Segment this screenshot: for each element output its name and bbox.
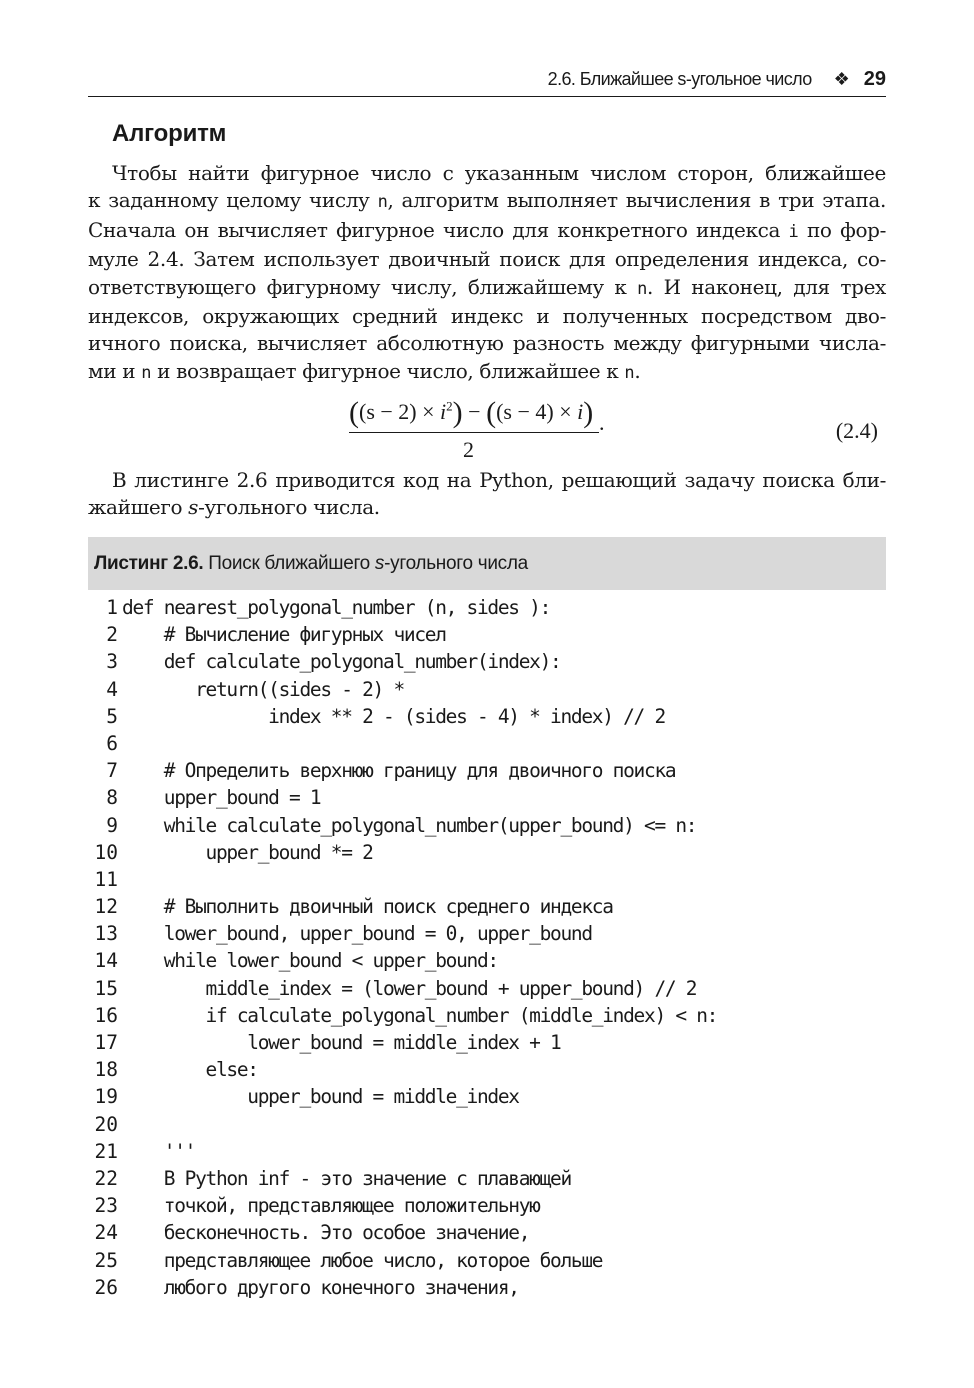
line-number: 3 — [106, 650, 118, 674]
line-number: 20 — [94, 1112, 118, 1136]
paragraph-listing-intro — [88, 467, 886, 522]
code-text: # Выполнить двоичный поиск среднего индекса — [122, 895, 613, 919]
listing-caption: Листинг 2.6. Поиск ближайшего s-угольного числа — [88, 537, 886, 590]
code-line — [88, 1111, 886, 1138]
line-number: 9 — [106, 813, 118, 837]
line-number: 26 — [94, 1275, 118, 1299]
code-text: if calculate_polygonal_number (middle_index) < n: — [122, 1003, 718, 1027]
line-number: 6 — [106, 731, 118, 755]
code-line — [88, 594, 886, 621]
line-number: 7 — [106, 759, 118, 783]
code-line — [88, 621, 886, 648]
code-line — [88, 676, 886, 703]
code-line — [88, 757, 886, 784]
line-number: 1 — [106, 596, 118, 619]
equation-number: (2.4) — [835, 418, 878, 443]
line-number: 15 — [94, 976, 118, 1000]
line-number: 18 — [94, 1058, 118, 1082]
code-text: middle_index = (lower_bound + upper_bound) // 2 — [122, 976, 697, 1000]
line-number: 21 — [94, 1139, 118, 1163]
code-text: index ** 2 - (sides - 4) * index) // 2 — [122, 704, 665, 728]
text-line: Чтобы найти фигурное число с указанным числом сторон, ближайшее — [112, 161, 886, 185]
page-number: 29 — [863, 68, 886, 90]
code-text: lower_bound = middle_index + 1 — [122, 1031, 561, 1054]
code-line — [88, 1219, 886, 1246]
line-number: 25 — [94, 1248, 118, 1272]
code-text: lower_bound, upper_bound = 0, upper_bound — [122, 922, 592, 946]
code-text: upper_bound = middle_index — [122, 1085, 519, 1109]
formula-denominator: 2 — [463, 437, 474, 462]
line-number: 19 — [94, 1085, 118, 1109]
line-number: 16 — [94, 1003, 118, 1027]
code-line — [88, 648, 886, 675]
code-line — [88, 812, 886, 839]
code-text: бесконечность. Это особое значение, — [122, 1221, 530, 1245]
code-line — [88, 866, 886, 893]
formula-period: . — [599, 410, 605, 435]
code-text: def calculate_polygonal_number(index): — [122, 650, 561, 674]
diamond-separator-icon: ❖ — [833, 69, 850, 89]
section-heading: Алгоритм — [112, 120, 227, 147]
line-number: 13 — [94, 922, 118, 946]
line-number: 5 — [106, 704, 118, 728]
code-text: upper_bound = 1 — [122, 786, 321, 810]
code-line — [88, 784, 886, 811]
line-number: 4 — [106, 677, 118, 701]
code-line — [88, 1029, 886, 1056]
code-line — [88, 1056, 886, 1083]
code-text: return((sides - 2) * — [122, 677, 404, 701]
line-number: 24 — [94, 1221, 118, 1245]
code-listing — [88, 594, 886, 1301]
line-number: 23 — [94, 1194, 118, 1218]
running-head — [88, 62, 886, 97]
code-line — [88, 893, 886, 920]
code-line — [88, 920, 886, 947]
text-line: Сначала он вычисляет фигурное число для конкретного индекса i по фор- — [88, 217, 886, 242]
code-line — [88, 730, 886, 757]
code-line — [88, 1247, 886, 1274]
paragraph-algorithm — [88, 160, 886, 387]
code-text: def nearest_polygonal_number (n, sides ): — [122, 596, 551, 619]
line-number: 22 — [94, 1166, 118, 1190]
code-line — [88, 947, 886, 974]
text-line: жайшего s-угольного числа. — [88, 495, 380, 520]
listing-label: Листинг 2.6. — [94, 552, 204, 574]
code-line — [88, 1274, 886, 1301]
code-text: В Python inf - это значение с плавающей — [122, 1166, 571, 1190]
formula-2-4 — [345, 392, 605, 462]
code-text: # Вычисление фигурных чисел — [122, 623, 446, 647]
line-number: 2 — [106, 623, 118, 647]
text-line: ответствующего фигурному числу, ближайшему к n. И наконец, для трех — [88, 274, 886, 299]
text-line: муле 2.4. Затем использует двоичный поиск для определения индекса, со- — [88, 247, 886, 272]
text-line: индексов, окружающих средний индекс и полученных посредством дво- — [88, 304, 886, 329]
line-number: 17 — [94, 1031, 118, 1054]
code-line — [88, 1083, 886, 1110]
inline-code: n — [624, 362, 635, 383]
line-number: 11 — [94, 867, 118, 891]
code-text: представляющее любое число, которое больше — [122, 1248, 603, 1272]
code-line — [88, 1138, 886, 1165]
code-line — [88, 839, 886, 866]
code-text: любого другого конечного значения, — [122, 1275, 519, 1299]
text-line: ичного поиска, вычисляет абсолютную разность между фигурными числа- — [88, 331, 886, 356]
code-text: else: — [122, 1058, 258, 1082]
code-text: точкой, представляющее положительную — [122, 1194, 540, 1218]
line-number: 14 — [94, 949, 118, 973]
code-text: # Определить верхнюю границу для двоичного поиска — [122, 759, 676, 783]
text-line: ми и n и возвращает фигурное число, ближайшее к n. — [88, 358, 641, 383]
line-number: 10 — [94, 840, 118, 864]
code-text: while lower_bound < upper_bound: — [122, 949, 498, 973]
text-line: к заданному целому числу n, алгоритм выполняет вычисления в три этапа. — [88, 188, 886, 213]
formula-numerator: $((s - 2) \times i^2) - ((s - 4) \times i)$ — [349, 396, 594, 429]
code-line — [88, 1165, 886, 1192]
code-text: ''' — [122, 1139, 196, 1163]
code-line — [88, 1192, 886, 1219]
code-line — [88, 1002, 886, 1029]
inline-code: n — [377, 192, 388, 213]
code-text: upper_bound *= 2 — [122, 840, 373, 864]
fraction-bar — [349, 432, 599, 433]
inline-code: i — [788, 221, 799, 242]
code-text: while calculate_polygonal_number(upper_bound) <= n: — [122, 813, 697, 837]
inline-code: n — [637, 278, 648, 299]
line-number: 12 — [94, 895, 118, 919]
line-number: 8 — [106, 786, 118, 810]
text-line: В листинге 2.6 приводится код на Python, решающий задачу поиска бли- — [112, 468, 886, 492]
code-line — [88, 703, 886, 730]
running-head-title: 2.6. Ближайшее s-угольное число — [547, 69, 812, 89]
inline-code: n — [141, 362, 152, 383]
code-line — [88, 975, 886, 1002]
